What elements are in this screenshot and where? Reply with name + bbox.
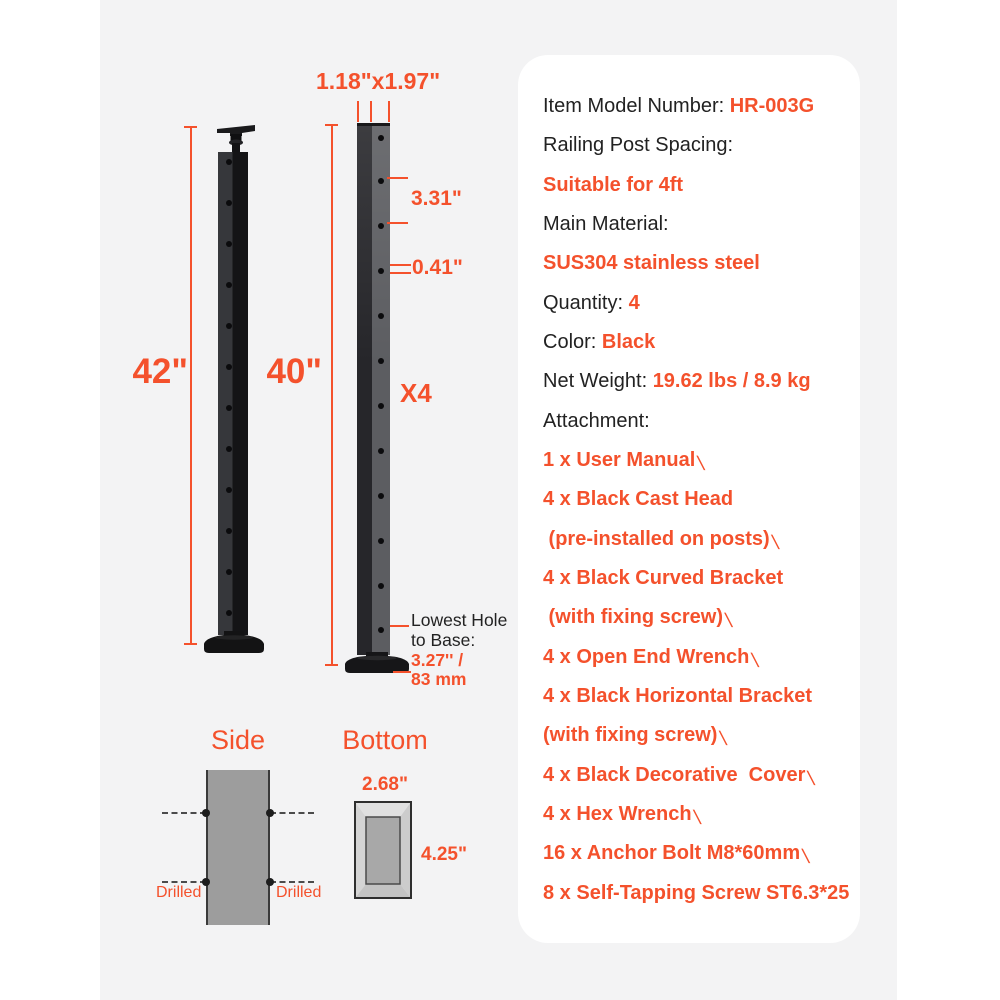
base-width-label: 2.68" [362,774,408,795]
drilled-hole [226,405,232,411]
spec-label: Railing Post Spacing: [543,134,734,157]
drilled-hole [378,493,384,499]
spec-label: Net Weight: [543,370,653,393]
side-view-post [206,770,270,925]
drilled-hole [226,282,232,288]
cross-section-label: 1.18"x1.97" [316,68,441,94]
spec-value: (with fixing screw) [543,606,724,629]
post-base-flange [201,631,267,655]
annotation-line: Lowest Hole [411,610,508,630]
hole-marker [266,878,274,886]
spec-line-9 [543,441,852,480]
dashed-line [270,881,314,883]
spec-value: 4 x Black Horizontal Bracket [543,684,812,707]
height-42-label: 42" [132,352,188,391]
hole-diameter-leader [390,264,411,266]
drilled-hole [226,569,232,575]
drilled-hole [226,610,232,616]
dashed-line [162,812,206,814]
drilled-hole [226,528,232,534]
drilled-hole [378,135,384,141]
spec-line-18 [543,795,852,834]
hole-spacing-leader [387,177,408,179]
hole-marker [202,878,210,886]
drilled-hole [378,538,384,544]
spec-value: Black [601,330,656,353]
quantity-x4-label: X4 [400,378,432,408]
drilled-hole [378,448,384,454]
drilled-hole [378,358,384,364]
spec-value: 8 x Self-Tapping Screw ST6.3*25 [543,881,850,904]
dimension-line-42 [190,127,192,644]
base-leader [393,671,411,673]
spec-value: 4 x Black Cast Head [543,488,734,511]
drilled-hole [226,364,232,370]
spec-value: 1 x User Manual [543,448,696,471]
spec-line-5 [543,284,852,323]
spec-value: SUS304 stainless steel [543,252,760,275]
spec-value: 4 [628,291,640,314]
spec-value: 19.62 lbs / 8.9 kg [652,370,811,393]
annotation-value: 83 mm [411,669,467,690]
dimension-tick [388,101,390,122]
spec-label: Color: [543,330,602,353]
spec-line-20 [543,874,852,913]
spec-line-15 [543,677,852,716]
drilled-hole [226,323,232,329]
spec-line-10 [543,480,852,519]
dimension-tick [357,101,359,122]
spec-line-6 [543,323,852,362]
spec-value: (pre-installed on posts) [543,527,770,550]
spec-value: Suitable for 4ft [543,173,684,196]
post-40in [357,123,390,655]
height-40-label: 40" [266,352,322,391]
spec-value: 4 x Black Curved Bracket [543,566,784,589]
hole-spacing-leader [387,222,408,224]
dimension-cap [184,126,197,128]
dimension-cap [184,643,197,645]
hole-marker [202,809,210,817]
spec-line-11 [543,520,852,559]
drilled-hole [226,159,232,165]
spec-value: 4 x Black Decorative Cover [543,763,806,786]
dashed-line [162,881,206,883]
dimension-line-40 [331,125,333,665]
spec-line-2 [543,166,852,205]
drilled-hole [226,200,232,206]
spec-line-1 [543,126,852,165]
drilled-hole [378,178,384,184]
drilled-label-left: Drilled [156,884,202,901]
hole-spacing-label: 3.31" [411,187,462,210]
drilled-label-right: Drilled [276,884,322,901]
drilled-hole [226,241,232,247]
dimension-tick [370,101,372,122]
spec-value: 4 x Hex Wrench [543,802,692,825]
spec-line-7 [543,362,852,401]
dashed-line [270,812,314,814]
hole-diameter-leader [390,272,411,274]
spec-label: Main Material: [543,212,669,235]
spec-value: (with fixing screw) [543,724,718,747]
spec-panel [518,55,860,943]
drilled-hole [378,627,384,633]
spec-line-4 [543,244,852,283]
drilled-hole [378,313,384,319]
annotation-line: to Base: [411,629,476,650]
spec-line-14 [543,638,852,677]
side-view-title: Side [210,725,266,755]
drilled-hole [378,583,384,589]
spec-value: HR-003G [729,95,815,117]
spec-label: Attachment: [543,409,650,432]
drilled-hole [226,487,232,493]
annotation-value: 3.27'' / [411,649,464,670]
spec-line-13 [543,598,852,637]
lowest-hole-leader [390,625,409,627]
drilled-hole [378,223,384,229]
drilled-hole [226,446,232,452]
drilled-hole [378,268,384,274]
hole-marker [266,809,274,817]
spec-value: 16 x Anchor Bolt M8*60mm [543,842,801,865]
spec-line-19 [543,834,852,873]
spec-label: Quantity: [543,291,629,314]
dimension-cap [325,124,338,126]
spec-line-12 [543,559,852,598]
spec-line-8 [543,402,852,441]
cast-head-icon [215,123,257,155]
lowest-hole-annotation [411,611,507,690]
spec-line-3 [543,205,852,244]
hole-diameter-label: 0.41" [412,256,463,279]
base-plate-bottom-view [354,801,412,900]
base-depth-label: 4.25" [421,844,467,865]
spec-value: 4 x Open End Wrench [543,645,750,668]
bottom-view-title: Bottom [342,725,428,755]
dimension-cap [325,664,338,666]
spec-label: Item Model Number: [543,95,730,117]
drilled-hole [378,403,384,409]
spec-line-17 [543,756,852,795]
spec-list [543,87,852,913]
post-42in [218,152,248,635]
spec-line-0 [543,87,852,126]
spec-line-16 [543,716,852,755]
